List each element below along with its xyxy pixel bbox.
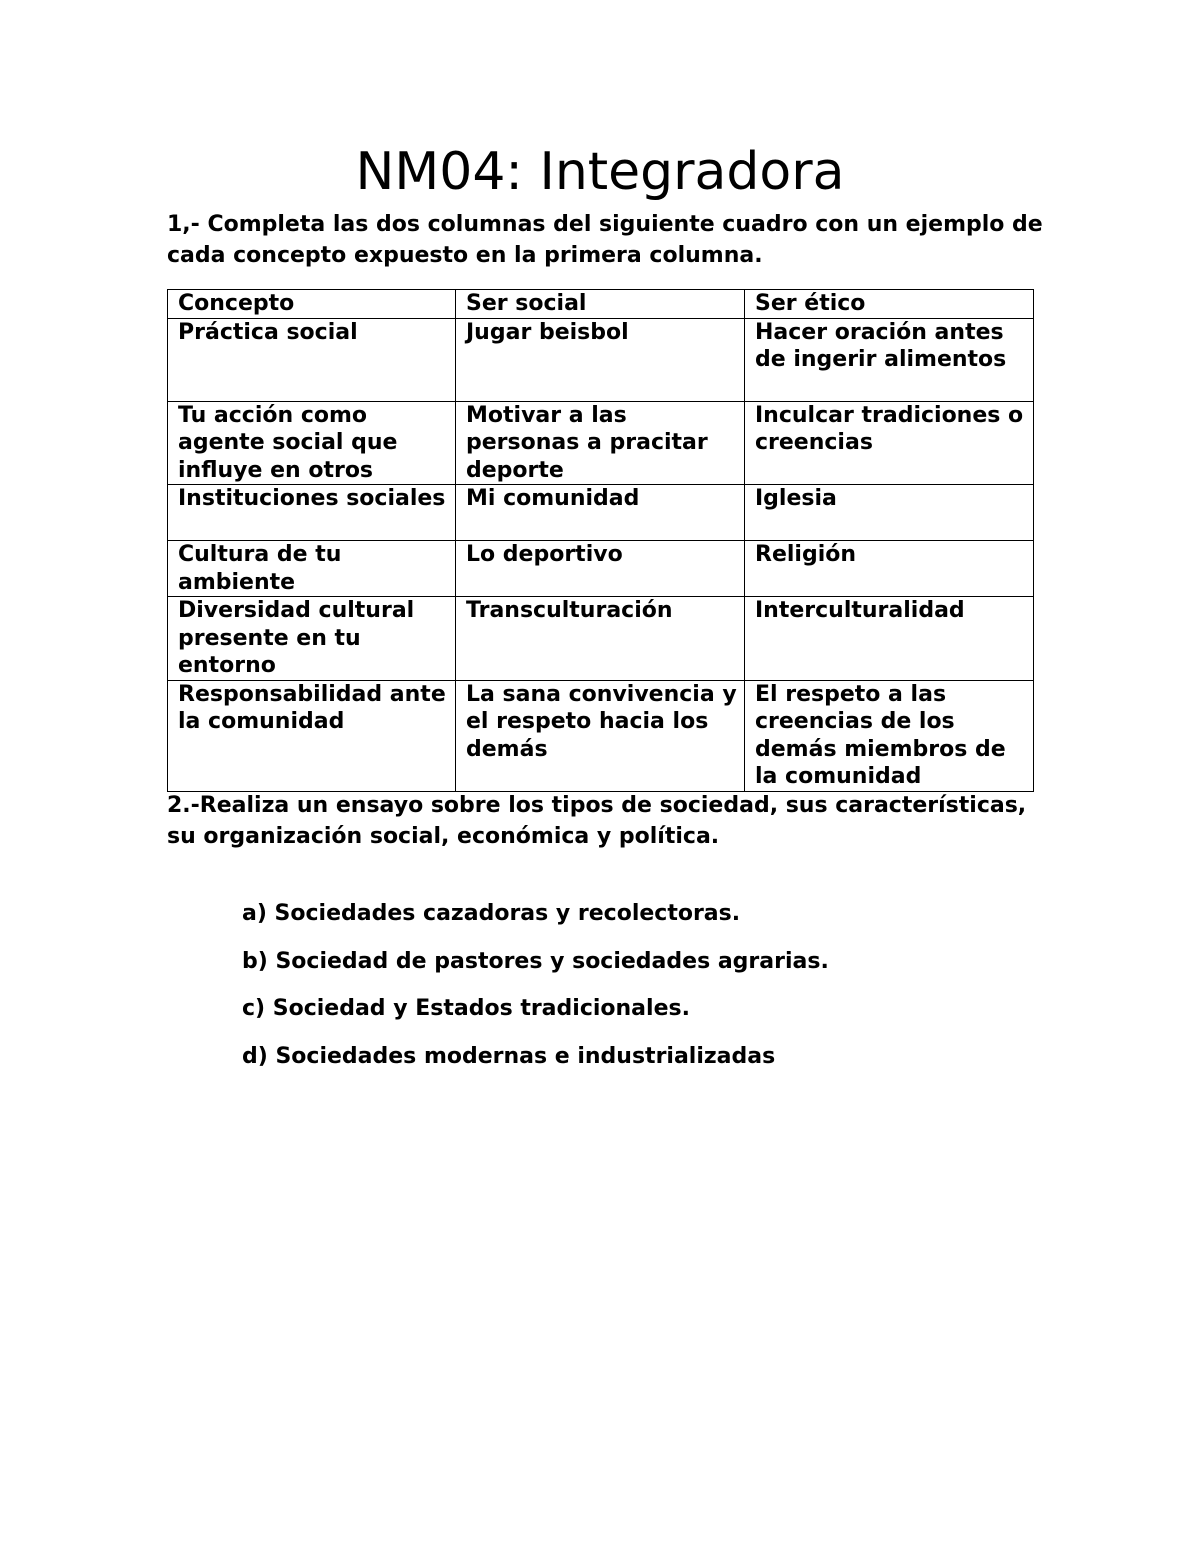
- list-item: c) Sociedad y Estados tradicionales.: [242, 996, 690, 1021]
- table-cell-ser-social: Transculturación: [456, 597, 745, 681]
- society-types-list: [242, 898, 829, 1088]
- table-cell-ser-social: Motivar a las personas a pracitar deporte: [456, 401, 745, 485]
- table-cell-ser-social: La sana convivencia y el respeto hacia los demás: [456, 680, 745, 791]
- table-cell-ser-social: Jugar beisbol: [456, 318, 745, 401]
- table-cell-concepto: Instituciones sociales: [168, 485, 456, 541]
- table-cell-concepto: Responsabilidad ante la comunidad: [168, 680, 456, 791]
- table-row: [168, 541, 1034, 597]
- table-cell-ser-etico: Interculturalidad: [745, 597, 1034, 681]
- list-item: a) Sociedades cazadoras y recolectoras.: [242, 901, 741, 926]
- table-header-row: [168, 290, 1034, 319]
- table-cell-concepto: Diversidad cultural presente en tu entorno: [168, 597, 456, 681]
- table-cell-ser-etico: Hacer oración antes de ingerir alimentos: [745, 318, 1034, 401]
- list-item: b) Sociedad de pastores y sociedades agrarias.: [242, 948, 829, 974]
- table-row: [168, 401, 1034, 485]
- table-row: [168, 680, 1034, 791]
- table-cell-ser-etico: Iglesia: [745, 485, 1034, 541]
- table-row: [168, 597, 1034, 681]
- table-row: [168, 485, 1034, 541]
- table-cell-concepto: Cultura de tu ambiente: [168, 541, 456, 597]
- question-1-text: 1,- Completa las dos columnas del siguiente cuadro con un ejemplo de cada concepto expuesto en la primera columna.: [167, 212, 1043, 268]
- table-cell-ser-social: Lo deportivo: [456, 541, 745, 597]
- header-ser-social: Ser social: [456, 290, 745, 319]
- table-cell-concepto: Tu acción como agente social que influye en otros: [168, 401, 456, 485]
- table-cell-ser-etico: El respeto a las creencias de los demás miembros de la comunidad: [745, 680, 1034, 791]
- list-item: d) Sociedades modernas e industrializadas: [242, 1043, 776, 1069]
- header-concepto: Concepto: [168, 290, 456, 319]
- concept-table: [167, 289, 1034, 792]
- table-row: [168, 318, 1034, 401]
- document-title: NM04: Integradora: [355, 142, 845, 202]
- table-cell-ser-social: Mi comunidad: [456, 485, 745, 541]
- table-cell-ser-etico: Religión: [745, 541, 1034, 597]
- table-cell-ser-etico: Inculcar tradiciones o creencias: [745, 401, 1034, 485]
- table-cell-concepto: Práctica social: [168, 318, 456, 401]
- question-2-text: 2.-Realiza un ensayo sobre los tipos de sociedad, sus características, su organización social, económica y política.: [167, 793, 1027, 849]
- header-ser-etico: Ser ético: [745, 290, 1034, 319]
